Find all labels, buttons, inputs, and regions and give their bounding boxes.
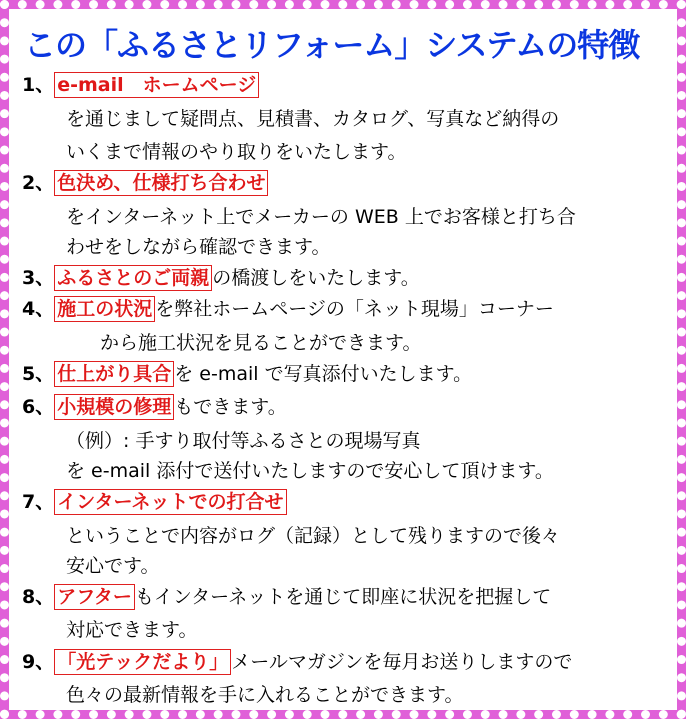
feature-item-2 bbox=[22, 168, 672, 196]
feature-item-7 bbox=[22, 487, 672, 515]
item-number: 5、 bbox=[22, 363, 55, 385]
item-highlight: 仕上がり具合 bbox=[54, 361, 174, 387]
item-text: の橋渡しをいたします。 bbox=[212, 267, 420, 289]
item-continuation: を通じまして疑問点、見積書、カタログ、写真など納得の bbox=[66, 108, 560, 130]
item-continuation: から施工状況を見ることができます。 bbox=[100, 332, 422, 354]
item-continuation: 対応できます。 bbox=[66, 619, 198, 641]
item-text: もできます。 bbox=[174, 396, 287, 418]
item-number: 4、 bbox=[22, 298, 55, 320]
item-number: 7、 bbox=[22, 491, 55, 513]
item-highlight: e-mail ホームページ bbox=[54, 72, 259, 98]
item-number: 6、 bbox=[22, 396, 55, 418]
feature-item-3 bbox=[22, 263, 672, 291]
feature-item-4 bbox=[22, 294, 672, 322]
item-continuation: わせをしながら確認できます。 bbox=[66, 236, 331, 258]
item-text: を e-mail で写真添付いたします。 bbox=[174, 363, 473, 385]
item-text: メールマガジンを毎月お送りしますので bbox=[231, 651, 573, 673]
item-continuation: ということで内容がログ（記録）として残りますので後々 bbox=[66, 525, 561, 547]
item-continuation: いくまで情報のやり取りをいたします。 bbox=[66, 141, 407, 163]
item-continuation: 安心です。 bbox=[66, 555, 160, 577]
item-highlight: 色決め、仕様打ち合わせ bbox=[54, 170, 268, 196]
item-highlight: 小規模の修理 bbox=[54, 394, 174, 420]
item-number: 8、 bbox=[22, 586, 55, 608]
item-highlight: ふるさとのご両親 bbox=[54, 265, 212, 291]
feature-item-8 bbox=[22, 582, 672, 610]
item-highlight: インターネットでの打合せ bbox=[54, 489, 286, 515]
item-number: 3、 bbox=[22, 267, 55, 289]
item-continuation: 色々の最新情報を手に入れることができます。 bbox=[66, 684, 464, 706]
item-number: 1、 bbox=[22, 74, 55, 96]
feature-item-9 bbox=[22, 647, 672, 675]
item-text: もインターネットを通じて即座に状況を把握して bbox=[134, 586, 552, 608]
item-text: を弊社ホームページの「ネット現場」コーナー bbox=[155, 298, 554, 320]
item-highlight: アフター bbox=[54, 584, 135, 610]
item-continuation: を e-mail 添付で送付いたしますので安心して頂けます。 bbox=[66, 460, 554, 482]
item-continuation: をインターネット上でメーカーの WEB 上でお客様と打ち合 bbox=[66, 206, 576, 228]
item-highlight: 施工の状況 bbox=[54, 296, 155, 322]
page-title: この「ふるさとリフォーム」システムの特徴 bbox=[24, 26, 640, 64]
feature-item-1 bbox=[22, 70, 672, 98]
feature-item-6 bbox=[22, 392, 672, 420]
feature-item-5 bbox=[22, 359, 672, 387]
item-number: 9、 bbox=[22, 651, 55, 673]
item-number: 2、 bbox=[22, 172, 55, 194]
item-continuation: （例）: 手すり取付等ふるさとの現場写真 bbox=[66, 430, 421, 452]
item-highlight: 「光テックだより」 bbox=[54, 649, 231, 675]
